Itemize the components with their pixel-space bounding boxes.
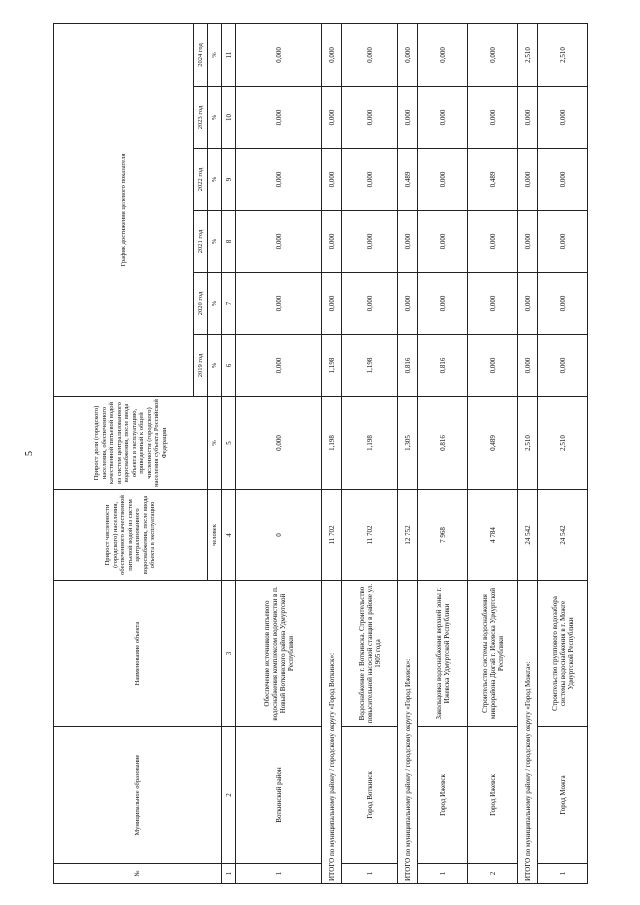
year-value-cell: 0,000 bbox=[342, 87, 398, 149]
year-value-cell: 0,000 bbox=[518, 335, 538, 397]
column-number: 11 bbox=[222, 23, 236, 86]
header-year: 2019 год bbox=[194, 335, 208, 397]
year-value-cell: 0,000 bbox=[342, 23, 398, 86]
year-value-cell: 0,000 bbox=[398, 87, 418, 149]
header-schedule: График достижения целевого показателя bbox=[54, 23, 194, 396]
year-value-cell: 0,000 bbox=[538, 211, 588, 273]
share-growth-cell: 2,510 bbox=[518, 397, 538, 490]
rotated-table-page bbox=[53, 24, 624, 884]
year-value-cell: 0,000 bbox=[518, 211, 538, 273]
column-number: 3 bbox=[222, 581, 236, 727]
year-value-cell: 0,000 bbox=[468, 273, 518, 335]
population-growth-cell: 24 542 bbox=[518, 490, 538, 581]
population-growth-cell: 11 702 bbox=[342, 490, 398, 581]
column-number: 6 bbox=[222, 335, 236, 397]
year-value-cell: 0,000 bbox=[518, 149, 538, 211]
year-value-cell: 0,000 bbox=[468, 23, 518, 86]
share-growth-cell: 2,510 bbox=[538, 397, 588, 490]
header-unit: % bbox=[208, 397, 222, 490]
object-name-cell: Строительство системы водоснабжения микрорайона Дюгай г. Ижевска Удмуртской Республики bbox=[468, 581, 518, 727]
year-value-cell: 0,000 bbox=[518, 87, 538, 149]
year-value-cell: 0,000 bbox=[322, 149, 342, 211]
year-value-cell: 0,000 bbox=[322, 23, 342, 86]
header-object: Наименование объекта bbox=[54, 581, 222, 727]
share-growth-cell: 1,305 bbox=[398, 397, 418, 490]
row-number: 1 bbox=[418, 864, 468, 884]
total-label: ИТОГО по муниципальному району / городскому округу «Город Ижевск»: bbox=[398, 581, 418, 884]
header-unit: % bbox=[208, 149, 222, 211]
row-number: 2 bbox=[468, 864, 518, 884]
header-unit: % bbox=[208, 23, 222, 86]
total-row bbox=[398, 23, 418, 883]
column-number: 7 bbox=[222, 273, 236, 335]
year-value-cell: 1,198 bbox=[322, 335, 342, 397]
table-row bbox=[468, 23, 518, 883]
year-value-cell: 0,000 bbox=[342, 273, 398, 335]
table-row bbox=[538, 23, 588, 883]
year-value-cell: 0,000 bbox=[236, 211, 322, 273]
year-value-cell: 0,000 bbox=[418, 211, 468, 273]
column-number: 5 bbox=[222, 397, 236, 490]
row-number: 1 bbox=[538, 864, 588, 884]
header-unit: % bbox=[208, 87, 222, 149]
total-label: ИТОГО по муниципальному району / городскому округу «Город Можга»: bbox=[518, 581, 538, 884]
year-value-cell: 0,000 bbox=[398, 273, 418, 335]
header-municipality: Муниципальное образование bbox=[54, 727, 222, 864]
year-value-cell: 0,000 bbox=[322, 87, 342, 149]
column-number: 1 bbox=[222, 864, 236, 884]
header-growth-share: Прирост доли (городского) населения, обеспеченного качественной питьевой водой из систем централизованного водоснабжения, после ввода объекта в эксплуатацию, приведенный к общей численности (городского) населения субъекта Российской Федерации bbox=[54, 397, 208, 490]
population-growth-cell: 11 702 bbox=[322, 490, 342, 581]
header-unit: % bbox=[208, 211, 222, 273]
population-growth-cell: 12 752 bbox=[398, 490, 418, 581]
year-value-cell: 2,510 bbox=[518, 23, 538, 86]
header-year: 2020 год bbox=[194, 273, 208, 335]
year-value-cell: 0,000 bbox=[236, 87, 322, 149]
object-name-cell: Обеспечение источников питьевого водоснабжения комплексом водоочистки в п. Новый Воткинского района Удмуртской Республики bbox=[236, 581, 322, 727]
year-value-cell: 0,000 bbox=[518, 273, 538, 335]
year-value-cell: 0,000 bbox=[236, 273, 322, 335]
header-year: 2023 год bbox=[194, 87, 208, 149]
header-unit: человек bbox=[208, 490, 222, 581]
year-value-cell: 0,000 bbox=[236, 23, 322, 86]
share-growth-cell: 0,816 bbox=[418, 397, 468, 490]
year-value-cell: 0,000 bbox=[322, 273, 342, 335]
share-growth-cell: 1,198 bbox=[322, 397, 342, 490]
share-growth-cell: 0,489 bbox=[468, 397, 518, 490]
year-value-cell: 0,000 bbox=[538, 87, 588, 149]
year-value-cell: 0,489 bbox=[468, 149, 518, 211]
year-value-cell: 0,000 bbox=[538, 335, 588, 397]
year-value-cell: 0,000 bbox=[236, 335, 322, 397]
column-number: 4 bbox=[222, 490, 236, 581]
year-value-cell: 0,000 bbox=[418, 23, 468, 86]
target-indicator-table bbox=[53, 23, 588, 884]
header-year: 2024 год bbox=[194, 23, 208, 86]
table-row bbox=[236, 23, 322, 883]
year-value-cell: 0,489 bbox=[398, 149, 418, 211]
year-value-cell: 2,510 bbox=[538, 23, 588, 86]
header-growth-people: Прирост численности (городского) населения, обеспеченного качественной питьевой водой из систем централизованного водоснабжения, после ввода объекта в эксплуатацию bbox=[54, 490, 208, 581]
year-value-cell: 0,000 bbox=[468, 87, 518, 149]
municipality-cell: Город Ижевск bbox=[468, 727, 518, 864]
column-number: 8 bbox=[222, 211, 236, 273]
year-value-cell: 0,000 bbox=[418, 87, 468, 149]
total-label: ИТОГО по муниципальному району / городскому округу «Город Воткинск»: bbox=[322, 581, 342, 884]
year-value-cell: 0,000 bbox=[236, 149, 322, 211]
year-value-cell: 0,816 bbox=[398, 335, 418, 397]
table-row bbox=[418, 23, 468, 883]
population-growth-cell: 4 784 bbox=[468, 490, 518, 581]
year-value-cell: 0,000 bbox=[342, 211, 398, 273]
year-value-cell: 0,000 bbox=[398, 23, 418, 86]
municipality-cell: Город Ижевск bbox=[418, 727, 468, 864]
header-year: 2022 год bbox=[194, 149, 208, 211]
year-value-cell: 0,000 bbox=[468, 335, 518, 397]
year-value-cell: 1,198 bbox=[342, 335, 398, 397]
column-number: 9 bbox=[222, 149, 236, 211]
municipality-cell: Воткинский район bbox=[236, 727, 322, 864]
municipality-cell: Город Можга bbox=[538, 727, 588, 864]
total-row bbox=[322, 23, 342, 883]
row-number: 1 bbox=[342, 864, 398, 884]
share-growth-cell: 0,000 bbox=[236, 397, 322, 490]
municipality-cell: Город Воткинск bbox=[342, 727, 398, 864]
share-growth-cell: 1,198 bbox=[342, 397, 398, 490]
year-value-cell: 0,000 bbox=[322, 211, 342, 273]
year-value-cell: 0,816 bbox=[418, 335, 468, 397]
table-row bbox=[342, 23, 398, 883]
population-growth-cell: 24 542 bbox=[538, 490, 588, 581]
header-unit: % bbox=[208, 273, 222, 335]
object-name-cell: Водоснабжение г. Воткинска. Строительство повысительной насосной станции в районе ул. 1905 года bbox=[342, 581, 398, 727]
year-value-cell: 0,000 bbox=[418, 273, 468, 335]
header-year: 2021 год bbox=[194, 211, 208, 273]
column-number: 2 bbox=[222, 727, 236, 864]
population-growth-cell: 7 968 bbox=[418, 490, 468, 581]
object-name-cell: Закольцовка водоснабжения верхней зоны г. Ижевска Удмуртской Республики bbox=[418, 581, 468, 727]
object-name-cell: Строительство группового водозабора системы водоснабжения в г. Можге Удмуртской Республики bbox=[538, 581, 588, 727]
page-number: 5 bbox=[24, 451, 35, 456]
column-number: 10 bbox=[222, 87, 236, 149]
year-value-cell: 0,000 bbox=[468, 211, 518, 273]
year-value-cell: 0,000 bbox=[538, 273, 588, 335]
header-unit: % bbox=[208, 335, 222, 397]
year-value-cell: 0,000 bbox=[418, 149, 468, 211]
total-row bbox=[518, 23, 538, 883]
population-growth-cell: 0 bbox=[236, 490, 322, 581]
year-value-cell: 0,000 bbox=[538, 149, 588, 211]
year-value-cell: 0,000 bbox=[398, 211, 418, 273]
year-value-cell: 0,000 bbox=[342, 149, 398, 211]
header-num: № bbox=[54, 864, 222, 884]
row-number: 1 bbox=[236, 864, 322, 884]
